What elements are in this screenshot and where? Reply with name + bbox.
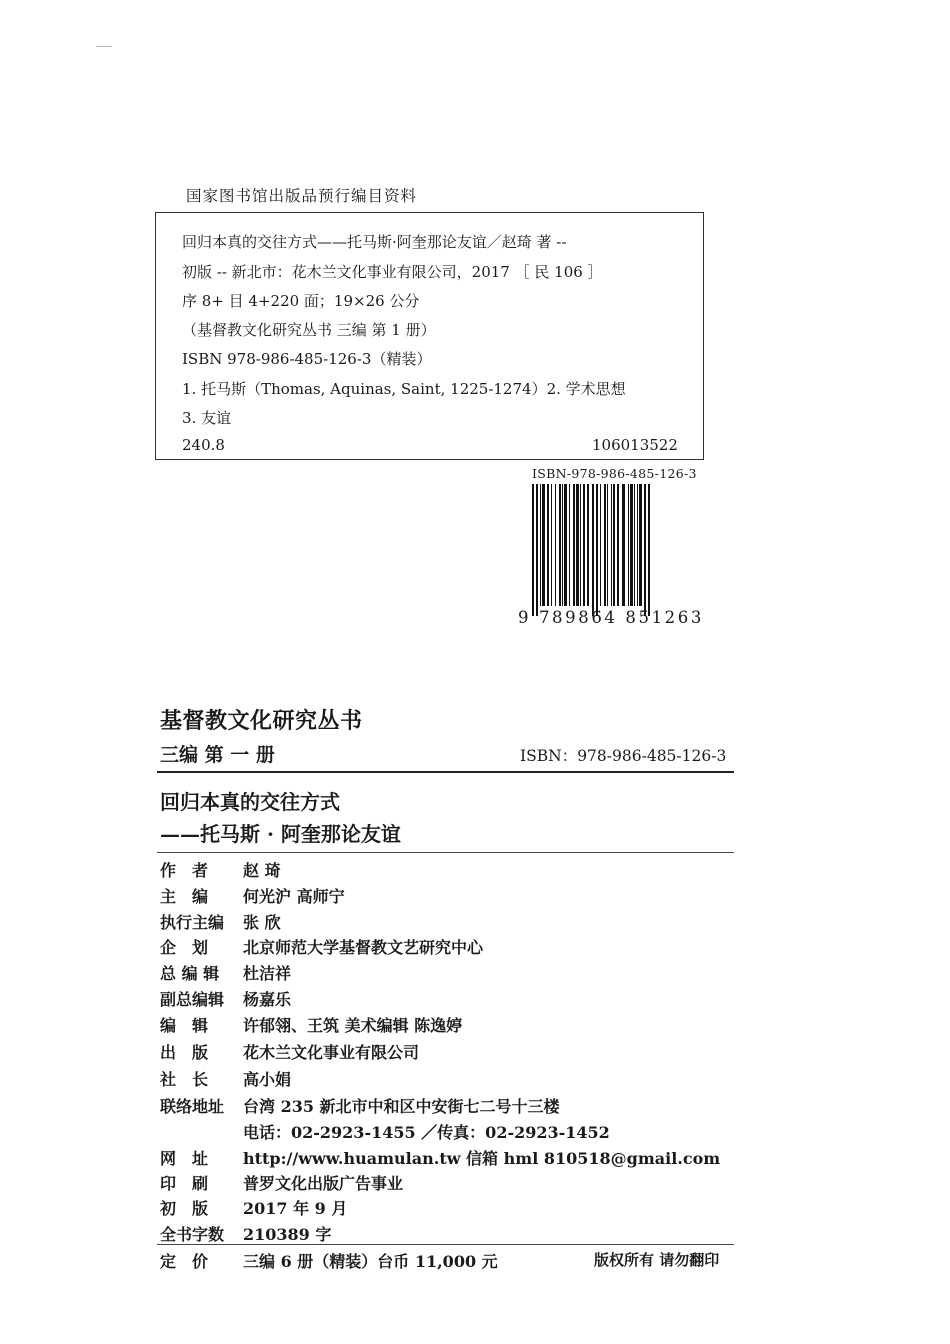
info-label: 网 址: [160, 1149, 209, 1168]
barcode-bar: [551, 484, 552, 606]
barcode-bar: [639, 484, 642, 606]
barcode-bar: [573, 484, 575, 606]
cip-class-number: 240.8: [182, 436, 225, 454]
info-label: 总 编 辑: [160, 964, 220, 983]
info-label: 初 版: [160, 1199, 209, 1218]
barcode-bar: [547, 484, 549, 606]
divider: [157, 1244, 734, 1245]
barcode-bar: [617, 484, 619, 606]
cip-line: 3. 友谊: [182, 409, 232, 427]
info-label: 出 版: [160, 1043, 209, 1062]
barcode-bar: [562, 484, 563, 606]
copyright-notice: 版权所有 请勿翻印: [594, 1251, 720, 1269]
book-title: 回归本真的交往方式: [160, 790, 340, 814]
info-label: 企 划: [160, 938, 209, 957]
barcode-bar: [637, 484, 638, 606]
info-label: 定 价: [160, 1252, 209, 1271]
barcode-bar: [622, 484, 625, 606]
cip-line: ISBN 978-986-485-126-3（精装）: [182, 350, 432, 368]
info-label: 作 者: [160, 861, 209, 880]
barcode-bars: [518, 466, 706, 630]
cip-line: 序 8+ 目 4+220 面；19×26 公分: [182, 292, 420, 310]
info-value: 杨嘉乐: [243, 990, 292, 1009]
book-subtitle: ——托马斯 · 阿奎那论友谊: [160, 822, 401, 846]
info-value: 赵 琦: [243, 861, 281, 880]
info-label: 全书字数: [160, 1225, 225, 1244]
cip-line: （基督教文化研究丛书 三编 第 1 册）: [182, 321, 436, 339]
barcode-guard-bar: [532, 484, 534, 616]
barcode-bar: [604, 484, 606, 606]
info-value: 北京师范大学基督教文艺研究中心: [243, 938, 484, 957]
info-label: 印 刷: [160, 1174, 209, 1193]
divider: [157, 771, 734, 773]
info-value: 台湾 235 新北市中和区中安街七二号十三楼: [243, 1097, 560, 1116]
barcode-bar: [587, 484, 589, 606]
barcode-guard-bar: [592, 484, 594, 616]
barcode-bar: [540, 484, 541, 606]
barcode-bar: [580, 484, 581, 606]
scan-mark: [96, 46, 112, 47]
info-value: 电话：02-2923-1455 ／传真：02-2923-1452: [243, 1123, 610, 1142]
divider: [157, 852, 734, 853]
barcode-guard-bar: [596, 484, 598, 616]
cip-record-box: [155, 212, 704, 460]
barcode-bar: [576, 484, 579, 606]
info-value: 许郁翎、王筑 美术编辑 陈逸婷: [243, 1016, 463, 1035]
barcode-bar: [542, 484, 545, 606]
info-value: 何光沪 高师宁: [243, 887, 345, 906]
info-value: 高小娟: [243, 1070, 292, 1089]
cip-record-number: 106013522: [592, 436, 678, 454]
barcode-bar: [555, 484, 556, 606]
info-label: 副总编辑: [160, 990, 225, 1009]
info-label: 执行主编: [160, 913, 225, 932]
cip-heading: 国家图书馆出版品预行编目资料: [186, 187, 418, 205]
info-value: 张 欣: [243, 913, 281, 932]
barcode-bar: [600, 484, 601, 606]
info-value: 三编 6 册（精装）台币 11,000 元: [243, 1252, 498, 1271]
info-value: 杜洁祥: [243, 964, 292, 983]
barcode-bar: [607, 484, 608, 606]
barcode-bar: [569, 484, 570, 606]
info-label: 联络地址: [160, 1097, 225, 1116]
cip-line: 1. 托马斯（Thomas, Aquinas, Saint, 1225-1274）2. 学术思想: [182, 380, 626, 398]
barcode-guard-bar: [648, 484, 650, 616]
series-volume: 三编 第 一 册: [160, 744, 275, 766]
info-label: 主 编: [160, 887, 209, 906]
info-value: 2017 年 9 月: [243, 1199, 348, 1218]
cip-line: 回归本真的交往方式——托马斯·阿奎那论友谊／赵琦 著 --: [182, 233, 567, 251]
barcode-bar: [613, 484, 615, 606]
info-value: 210389 字: [243, 1225, 332, 1244]
barcode-isbn-text: ISBN-978-986-485-126-3: [532, 466, 697, 481]
barcode-bar: [628, 484, 629, 606]
series-isbn: ISBN：978-986-485-126-3: [520, 747, 727, 765]
barcode-bar: [564, 484, 567, 606]
barcode-guard-bar: [536, 484, 538, 616]
barcode-digits: 9 789864 851263: [518, 608, 704, 627]
info-label: 编 辑: [160, 1016, 209, 1035]
cip-line: 初版 -- 新北市：花木兰文化事业有限公司，2017 ［ 民 106 ］: [182, 263, 603, 281]
barcode-bar: [583, 484, 585, 606]
barcode-bar: [634, 484, 635, 606]
barcode-bar: [630, 484, 633, 606]
barcode-bar: [559, 484, 561, 606]
series-title: 基督教文化研究丛书: [160, 708, 363, 734]
info-label: 社 长: [160, 1070, 209, 1089]
isbn-barcode: [518, 466, 706, 630]
info-value: 花木兰文化事业有限公司: [243, 1043, 420, 1062]
barcode-guard-bar: [644, 484, 646, 616]
barcode-bar: [611, 484, 612, 606]
info-value: http://www.huamulan.tw 信箱 hml 810518@gmail.com: [243, 1149, 721, 1168]
info-value: 普罗文化出版广告事业: [243, 1174, 404, 1193]
